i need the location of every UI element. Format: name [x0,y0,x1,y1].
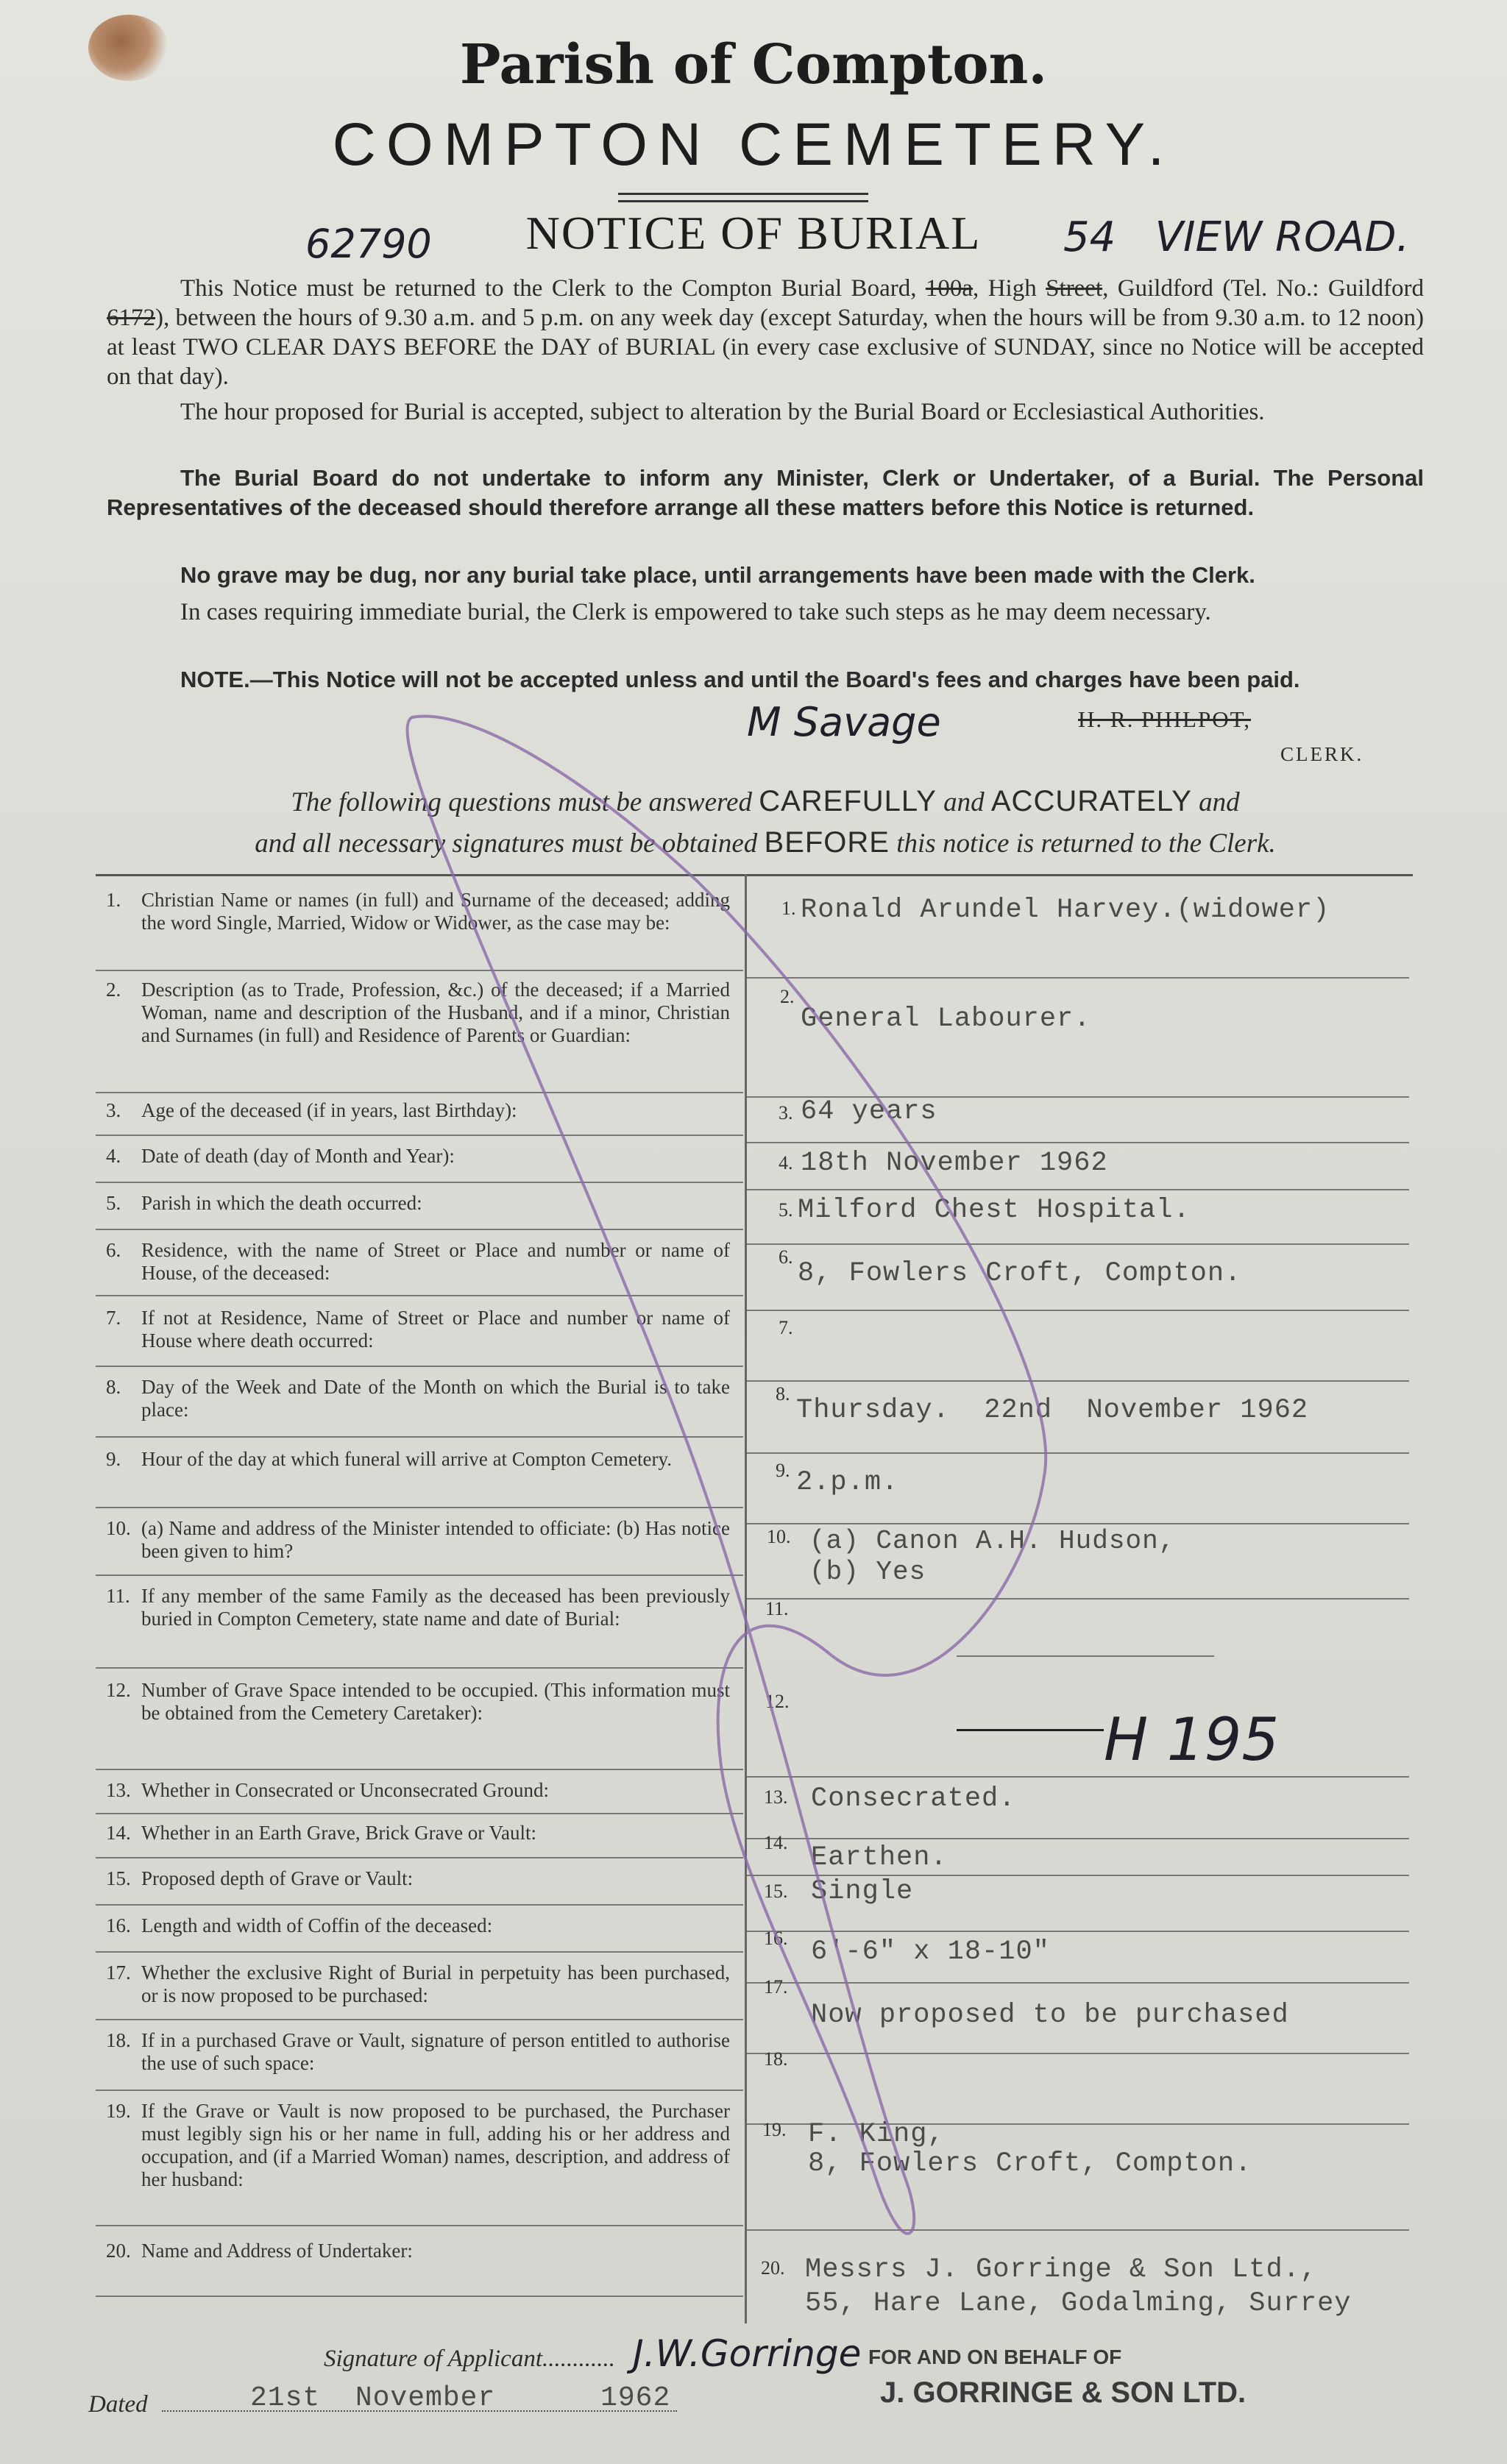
question-rule [96,2225,743,2226]
question-text: Christian Name or names (in full) and Surname of the deceased; adding the word Single, Married, Widow or Widower, as the case may be: [141,889,730,934]
answer-number: 3. [779,1102,793,1123]
question-rule [96,1574,743,1576]
answer-purchaser: F. King, [808,2119,945,2150]
answer-minister: (a) Canon A.H. Hudson, [809,1526,1176,1556]
question-text: (a) Name and address of the Minister intended to officiate: (b) Has notice been given to him? [141,1517,730,1562]
question-text: Whether in an Earth Grave, Brick Grave or Vault: [141,1822,537,1844]
answer-number: 17. [764,1976,788,1998]
answer-number: 18. [764,2048,788,2070]
stamp-line-2: J. GORRINGE & SON LTD. [880,2376,1247,2409]
answer-number: 12. [765,1691,790,1712]
question-rule [96,2296,743,2297]
handwritten-dash [957,1729,1104,1731]
intro-paragraph-1: This Notice must be returned to the Clerk to the Compton Burial Board, 100a, High Street, Guildford (Tel. No.: Guildford 6172), between the hours of 9.30 a.m. and 5 p.m. on any week day (except Saturday, when the hours will be from 9.30 a.m. to 12 noon) at least TWO CLEAR DAYS BEFORE the DAY of BURIAL (in every case exclusive of SUNDAY, since no Notice will be accepted on that day). [107,275,1424,390]
answer-name: Ronald Arundel Harvey.(widower) [801,895,1330,926]
answer-depth: Single [811,1876,914,1907]
question-text: Parish in which the death occurred: [141,1192,422,1214]
question-rule [96,2019,743,2020]
stamp-line-1: FOR AND ON BEHALF OF [868,2346,1122,2368]
answer-right-of-burial: Now proposed to be purchased [811,2000,1289,2031]
answer-burial-date: Thursday. 22nd November 1962 [796,1395,1309,1426]
answer-number: 6. [779,1246,793,1268]
answer-rule [747,1380,1409,1382]
answer-number: 10. [767,1526,791,1547]
question-number: 4. [106,1145,121,1167]
answer-number: 19. [762,2119,787,2140]
answer-rule [747,1523,1409,1524]
question-text: Length and width of Coffin of the deceased: [141,1914,493,1936]
question-rule [96,1769,743,1770]
question-text: Day of the Week and Date of the Month on which the Burial is to take place: [141,1376,730,1421]
answer-rule [747,1243,1409,1245]
intro-paragraph-3: The Burial Board do not undertake to inform any Minister, Clerk or Undertaker, of a Burial. The Personal Representatives of the deceased should therefore arrange all these matters before this Notice is returned. [107,465,1424,520]
question-text: Residence, with the name of Street or Place and number or name of House, of the deceased: [141,1239,730,1284]
question-rule [96,970,743,971]
question-number: 1. [106,889,121,911]
question-number: 18. [106,2029,131,2051]
answer-number: 4. [779,1152,793,1174]
answer-number: 14. [764,1832,788,1853]
question-text: Hour of the day at which funeral will arrive at Compton Cemetery. [141,1448,673,1470]
question-number: 13. [106,1779,131,1801]
question-text: Description (as to Trade, Profession, &c.) of the deceased; if a Married Woman, name and description of the Husband, and if a minor, Christian and Surnames (in full) and Residence of Parents or Guardian: [141,979,730,1046]
answer-rule [747,1452,1409,1454]
answer-rule [747,1982,1409,1984]
question-number: 7. [106,1307,121,1329]
handwritten-address: 54 VIEW ROAD. [1063,213,1410,261]
answer-number: 7. [779,1317,793,1338]
answer-number: 20. [761,2257,785,2279]
question-number: 12. [106,1679,131,1701]
question-number: 16. [106,1914,131,1936]
question-rule [96,1667,743,1669]
question-rule [96,1135,743,1136]
question-rule [96,1904,743,1906]
question-rule [96,1366,743,1367]
question-number: 15. [106,1867,131,1889]
answer-number: 5. [779,1199,793,1221]
answer-number: 1. [781,898,796,919]
answer-rule [747,1189,1409,1190]
question-rule [96,1507,743,1508]
answer-undertaker-address: 55, Hare Lane, Godalming, Surrey [805,2288,1352,2319]
handwritten-ref-number: 62790 [305,221,432,267]
answer-rule [747,1931,1409,1932]
answer-ground: Consecrated. [811,1783,1016,1814]
instructions: The following questions must be answered CAREFULLY and ACCURATELY and and all necessary signatures must be obtained BEFORE this notice is returned to the Clerk. [255,785,1276,859]
answer-rule [747,977,1409,979]
dated-label: Dated [88,2391,148,2418]
answer-rule [747,1310,1409,1311]
answer-hour: 2.p.m. [796,1467,899,1498]
question-text: Name and Address of Undertaker: [141,2240,413,2262]
answer-number: 15. [764,1881,788,1902]
answer-number: 8. [776,1383,790,1405]
answer-rule [747,2053,1409,2054]
answer-age: 64 years [801,1096,937,1127]
heading-rule-bottom [618,200,868,202]
answer-rule [747,2229,1409,2231]
answer-rule [747,1838,1409,1839]
answer-grave-type: Earthen. [811,1842,948,1873]
clerk-struck-name: H. R. PHILPOT, [1078,706,1251,732]
clerk-signature: M Savage [747,699,941,745]
question-number: 20. [106,2240,131,2262]
signature-label: Signature of Applicant............ [324,2346,615,2372]
notice-heading: NOTICE OF BURIAL [525,207,982,259]
heading-rule-top [618,193,868,195]
answer-residence: 8, Fowlers Croft, Compton. [798,1258,1242,1289]
question-text: If not at Residence, Name of Street or Place and number or name of House where death occurred: [141,1307,730,1352]
answer-rule [747,1776,1409,1778]
question-number: 10. [106,1517,131,1539]
answer-notice-given: (b) Yes [809,1557,926,1587]
question-number: 9. [106,1448,121,1470]
answer-rule [747,1598,1409,1600]
question-rule [96,2090,743,2091]
intro-paragraph-5: In cases requiring immediate burial, the Clerk is empowered to take such steps as he may deem necessary. [180,599,1211,625]
question-rule [96,1229,743,1230]
intro-paragraph-4: No grave may be dug, nor any burial take place, until arrangements have been made with the Clerk. [180,562,1255,588]
question-text: Age of the deceased (if in years, last Birthday): [141,1099,517,1121]
question-number: 2. [106,979,121,1001]
answer-number: 11. [765,1598,789,1619]
intro-paragraph-6: NOTE.—This Notice will not be accepted unless and until the Board's fees and charges have been paid. [180,667,1300,692]
intro-paragraph-2: The hour proposed for Burial is accepted, subject to alteration by the Burial Board or Ecclesiastical Authorities. [180,399,1265,425]
question-number: 5. [106,1192,121,1214]
applicant-signature: J.W.Gorringe [633,2332,862,2375]
answer-undertaker: Messrs J. Gorringe & Son Ltd., [805,2254,1318,2285]
answer-number: 16. [764,1928,788,1949]
question-text: If any member of the same Family as the deceased has been previously buried in Compton Cemetery, state name and date of Burial: [141,1585,730,1630]
question-number: 8. [106,1376,121,1398]
question-number: 3. [106,1099,121,1121]
answer-rule [957,1655,1214,1657]
question-number: 14. [106,1822,131,1844]
question-number: 19. [106,2100,131,2122]
question-text: Whether the exclusive Right of Burial in perpetuity has been purchased, or is now proposed to be purchased: [141,1961,730,2006]
cemetery-heading: COMPTON CEMETERY. [332,111,1175,178]
question-text: Whether in Consecrated or Unconsecrated Ground: [141,1779,550,1801]
question-rule [96,1436,743,1438]
question-number: 17. [106,1961,131,1984]
question-rule [96,1295,743,1296]
question-text: If the Grave or Vault is now proposed to be purchased, the Purchaser must legibly sign his or her name in full, adding his or her address and occupation, and (if a Married Woman) names, description, and address of her husband: [141,2100,730,2190]
answer-rule [747,1142,1409,1143]
answer-parish: Milford Chest Hospital. [798,1195,1191,1226]
answer-grave-space: H 195 [1104,1705,1280,1774]
question-text: Proposed depth of Grave or Vault: [141,1867,414,1889]
parish-heading: Parish of Compton. [459,33,1048,96]
answer-number: 2. [780,986,795,1007]
dated-value: 21st November 1962 [250,2382,671,2414]
question-rule [96,1951,743,1953]
answer-number: 13. [764,1786,788,1808]
answer-purchaser-address: 8, Fowlers Croft, Compton. [808,2148,1252,2179]
question-number: 6. [106,1239,121,1261]
question-rule [96,1092,743,1093]
answer-coffin-size: 6'-6" x 18-10" [811,1936,1050,1967]
answer-date-of-death: 18th November 1962 [801,1148,1108,1179]
question-text: Date of death (day of Month and Year): [141,1145,455,1167]
answer-number: 9. [776,1460,790,1481]
question-number: 11. [106,1585,130,1607]
question-text: Number of Grave Space intended to be occupied. (This information must be obtained from the Cemetery Caretaker): [141,1679,730,1724]
table-top-rule [96,874,1413,876]
question-rule [96,1813,743,1814]
answer-description: General Labourer. [801,1004,1091,1034]
clerk-title: CLERK. [1280,743,1364,765]
question-rule [96,1857,743,1858]
question-rule [96,1182,743,1183]
question-text: If in a purchased Grave or Vault, signature of person entitled to authorise the use of such space: [141,2029,730,2074]
